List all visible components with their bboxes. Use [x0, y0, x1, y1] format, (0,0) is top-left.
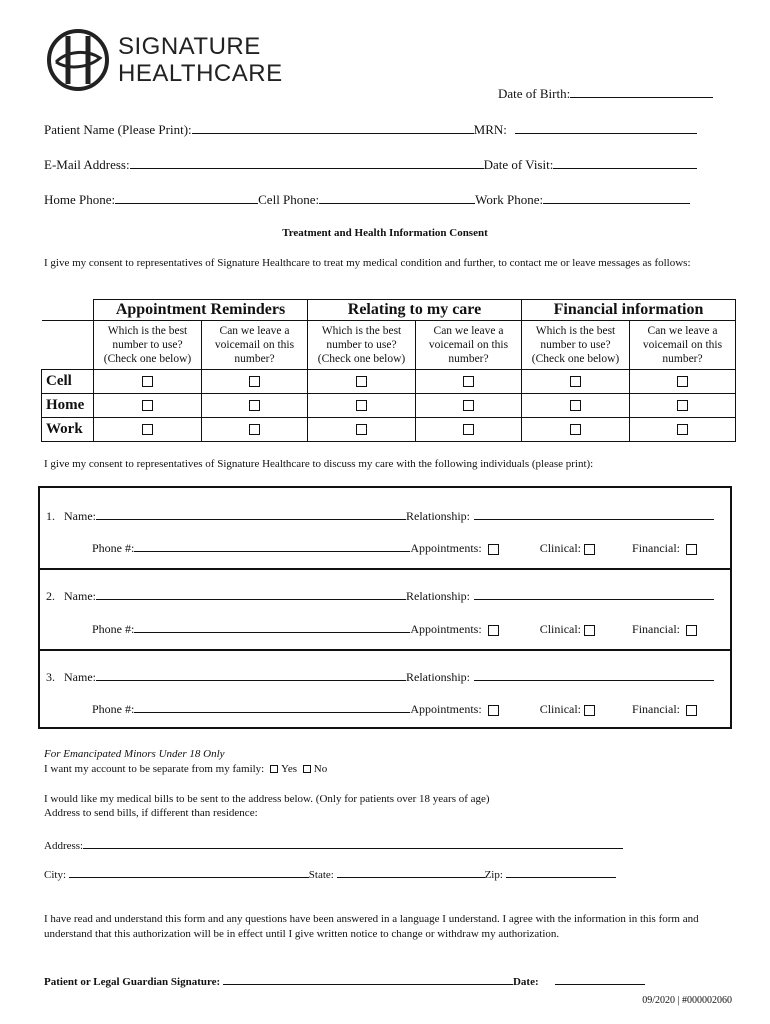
- divider: [40, 649, 730, 651]
- appointments-checkbox[interactable]: [488, 625, 499, 636]
- date-line[interactable]: [555, 973, 645, 985]
- financial-label: Financial:: [632, 702, 681, 716]
- group-relating-to-care: Relating to my care: [308, 300, 522, 321]
- checkbox[interactable]: [570, 400, 581, 411]
- phone-line[interactable]: [134, 619, 410, 633]
- sub-header-voicemail: Can we leave a voicemail on this number?: [416, 321, 522, 370]
- minors-question-row: [44, 763, 327, 775]
- date-visit-line[interactable]: [553, 155, 697, 169]
- checkbox[interactable]: [570, 376, 581, 387]
- table-row-cell: [42, 370, 736, 394]
- clinical-checkbox[interactable]: [584, 705, 595, 716]
- checkbox[interactable]: [249, 400, 260, 411]
- individuals-intro: I give my consent to representatives of Signature Healthcare to discuss my care with the following individuals (please print):: [44, 458, 594, 470]
- contact-consent-table: [41, 299, 736, 442]
- relationship-label: Relationship:: [406, 589, 470, 603]
- minors-heading: For Emancipated Minors Under 18 Only: [44, 748, 225, 760]
- financial-label: Financial:: [632, 622, 681, 636]
- checkbox[interactable]: [142, 376, 153, 387]
- dob-line[interactable]: [570, 84, 713, 98]
- dob-label: Date of Birth:: [498, 86, 571, 101]
- signature-healthcare-logo-icon: [46, 28, 110, 92]
- patient-name-line[interactable]: [192, 120, 474, 134]
- clinical-label: Clinical:: [539, 622, 582, 636]
- minors-question: I want my account to be separate from my family:: [44, 763, 265, 775]
- cell-phone-label: Cell Phone:: [258, 192, 320, 207]
- sub-header-voicemail: Can we leave a voicemail on this number?: [202, 321, 308, 370]
- patient-name-field[interactable]: [44, 120, 697, 138]
- phone-label: Phone #:: [92, 541, 135, 555]
- entry-number: 2.: [46, 589, 55, 603]
- relationship-label: Relationship:: [406, 509, 470, 523]
- appointments-checkbox[interactable]: [488, 705, 499, 716]
- date-label: Date:: [512, 976, 539, 988]
- appointments-checkbox[interactable]: [488, 544, 499, 555]
- checkbox[interactable]: [677, 400, 688, 411]
- clinical-label: Clinical:: [539, 541, 582, 555]
- signature-line[interactable]: [223, 973, 513, 985]
- phone-line[interactable]: [134, 699, 410, 713]
- checkbox[interactable]: [142, 424, 153, 435]
- row-label-work: Work: [42, 418, 94, 442]
- mrn-line[interactable]: [515, 120, 697, 134]
- patient-name-label: Patient Name (Please Print):: [44, 122, 192, 137]
- sub-header-best: Which is the best number to use? (Check one below): [94, 321, 202, 370]
- consent-paragraph: I give my consent to representatives of Signature Healthcare to treat my medical condition and further, to contact me or leave messages as follows:: [44, 257, 691, 269]
- sub-header-voicemail: Can we leave a voicemail on this number?: [630, 321, 736, 370]
- sub-header-best: Which is the best number to use? (Check one below): [522, 321, 630, 370]
- clinical-label: Clinical:: [539, 702, 582, 716]
- name-line[interactable]: [96, 667, 406, 681]
- checkbox[interactable]: [356, 400, 367, 411]
- individual-3-name-row[interactable]: [46, 667, 714, 685]
- work-phone-label: Work Phone:: [475, 192, 544, 207]
- phone-label: Phone #:: [92, 702, 135, 716]
- entry-number: 3.: [46, 670, 55, 684]
- appointments-label: Appointments:: [410, 702, 482, 716]
- work-phone-line[interactable]: [543, 190, 690, 204]
- yes-checkbox[interactable]: [270, 765, 278, 773]
- state-line[interactable]: [337, 866, 485, 878]
- table-corner: [42, 300, 94, 321]
- checkbox[interactable]: [677, 376, 688, 387]
- checkbox[interactable]: [142, 400, 153, 411]
- financial-checkbox[interactable]: [686, 625, 697, 636]
- no-checkbox[interactable]: [303, 765, 311, 773]
- address-label: Address:: [44, 840, 84, 852]
- checkbox[interactable]: [356, 424, 367, 435]
- email-field[interactable]: [44, 155, 697, 173]
- group-appointment-reminders: Appointment Reminders: [94, 300, 308, 321]
- logo-line-2: HEALTHCARE: [118, 60, 283, 87]
- no-label: No: [313, 763, 328, 775]
- checkbox[interactable]: [463, 376, 474, 387]
- entry-number: 1.: [46, 509, 55, 523]
- phone-line[interactable]: [134, 538, 410, 552]
- home-phone-line[interactable]: [115, 190, 258, 204]
- appointments-label: Appointments:: [410, 541, 482, 555]
- financial-label: Financial:: [632, 541, 681, 555]
- acknowledgement-text: I have read and understand this form and any questions have been answered in a language I understand. I agree with the information in this form and understand that this authorization will be in effect until I give written notice to change or withdraw my authorization.: [44, 913, 699, 940]
- table-row-home: [42, 394, 736, 418]
- relationship-line[interactable]: [474, 506, 714, 520]
- individual-1-name-row[interactable]: [46, 506, 714, 524]
- phone-label: Phone #:: [92, 622, 135, 636]
- name-label: Name:: [64, 589, 96, 603]
- individual-3-phone-row[interactable]: [92, 699, 697, 717]
- individual-1-phone-row[interactable]: [92, 538, 697, 556]
- signature-label: Patient or Legal Guardian Signature:: [44, 976, 221, 988]
- relationship-label: Relationship:: [406, 670, 470, 684]
- address-line[interactable]: [83, 837, 623, 849]
- checkbox[interactable]: [249, 376, 260, 387]
- clinical-checkbox[interactable]: [584, 544, 595, 555]
- financial-checkbox[interactable]: [686, 544, 697, 555]
- clinical-checkbox[interactable]: [584, 625, 595, 636]
- table-corner-sub: [42, 321, 94, 370]
- sub-header-best: Which is the best number to use? (Check one below): [308, 321, 416, 370]
- name-label: Name:: [64, 670, 96, 684]
- city-label: City:: [44, 869, 67, 881]
- relationship-line[interactable]: [474, 667, 714, 681]
- city-line[interactable]: [69, 866, 309, 878]
- checkbox[interactable]: [463, 400, 474, 411]
- zip-line[interactable]: [506, 866, 616, 878]
- email-label: E-Mail Address:: [44, 157, 130, 172]
- signature-row[interactable]: [44, 973, 645, 988]
- table-row-work: [42, 418, 736, 442]
- individual-2-name-row[interactable]: [46, 586, 714, 604]
- billing-line-1: I would like my medical bills to be sent to the address below. (Only for patients over 18 years of age): [44, 793, 490, 805]
- name-line[interactable]: [96, 586, 406, 600]
- group-financial-information: Financial information: [522, 300, 736, 321]
- name-line[interactable]: [96, 506, 406, 520]
- cell-phone-line[interactable]: [319, 190, 475, 204]
- checkbox[interactable]: [677, 424, 688, 435]
- individuals-box: [38, 486, 732, 729]
- city-state-zip-row[interactable]: [44, 866, 616, 881]
- individual-2-phone-row[interactable]: [92, 619, 697, 637]
- checkbox[interactable]: [356, 376, 367, 387]
- logo-line-1: SIGNATURE: [118, 33, 261, 60]
- checkbox[interactable]: [249, 424, 260, 435]
- financial-checkbox[interactable]: [686, 705, 697, 716]
- row-label-home: Home: [42, 394, 94, 418]
- appointments-label: Appointments:: [410, 622, 482, 636]
- checkbox[interactable]: [463, 424, 474, 435]
- date-visit-label: Date of Visit:: [483, 157, 554, 172]
- state-label: State:: [308, 869, 334, 881]
- checkbox[interactable]: [570, 424, 581, 435]
- dob-field[interactable]: [498, 84, 713, 102]
- zip-label: Zip:: [484, 869, 503, 881]
- form-code: 09/2020 | #000002060: [642, 995, 732, 1006]
- relationship-line[interactable]: [474, 586, 714, 600]
- row-label-cell: Cell: [42, 370, 94, 394]
- yes-label: Yes: [280, 763, 297, 775]
- divider: [40, 568, 730, 570]
- address-field[interactable]: [44, 837, 623, 852]
- email-line[interactable]: [130, 155, 484, 169]
- home-phone-label: Home Phone:: [44, 192, 116, 207]
- billing-line-2: Address to send bills, if different than residence:: [44, 807, 258, 819]
- mrn-label: MRN:: [473, 122, 507, 137]
- phones-row[interactable]: [44, 190, 690, 208]
- name-label: Name:: [64, 509, 96, 523]
- consent-title: Treatment and Health Information Consent: [282, 227, 488, 239]
